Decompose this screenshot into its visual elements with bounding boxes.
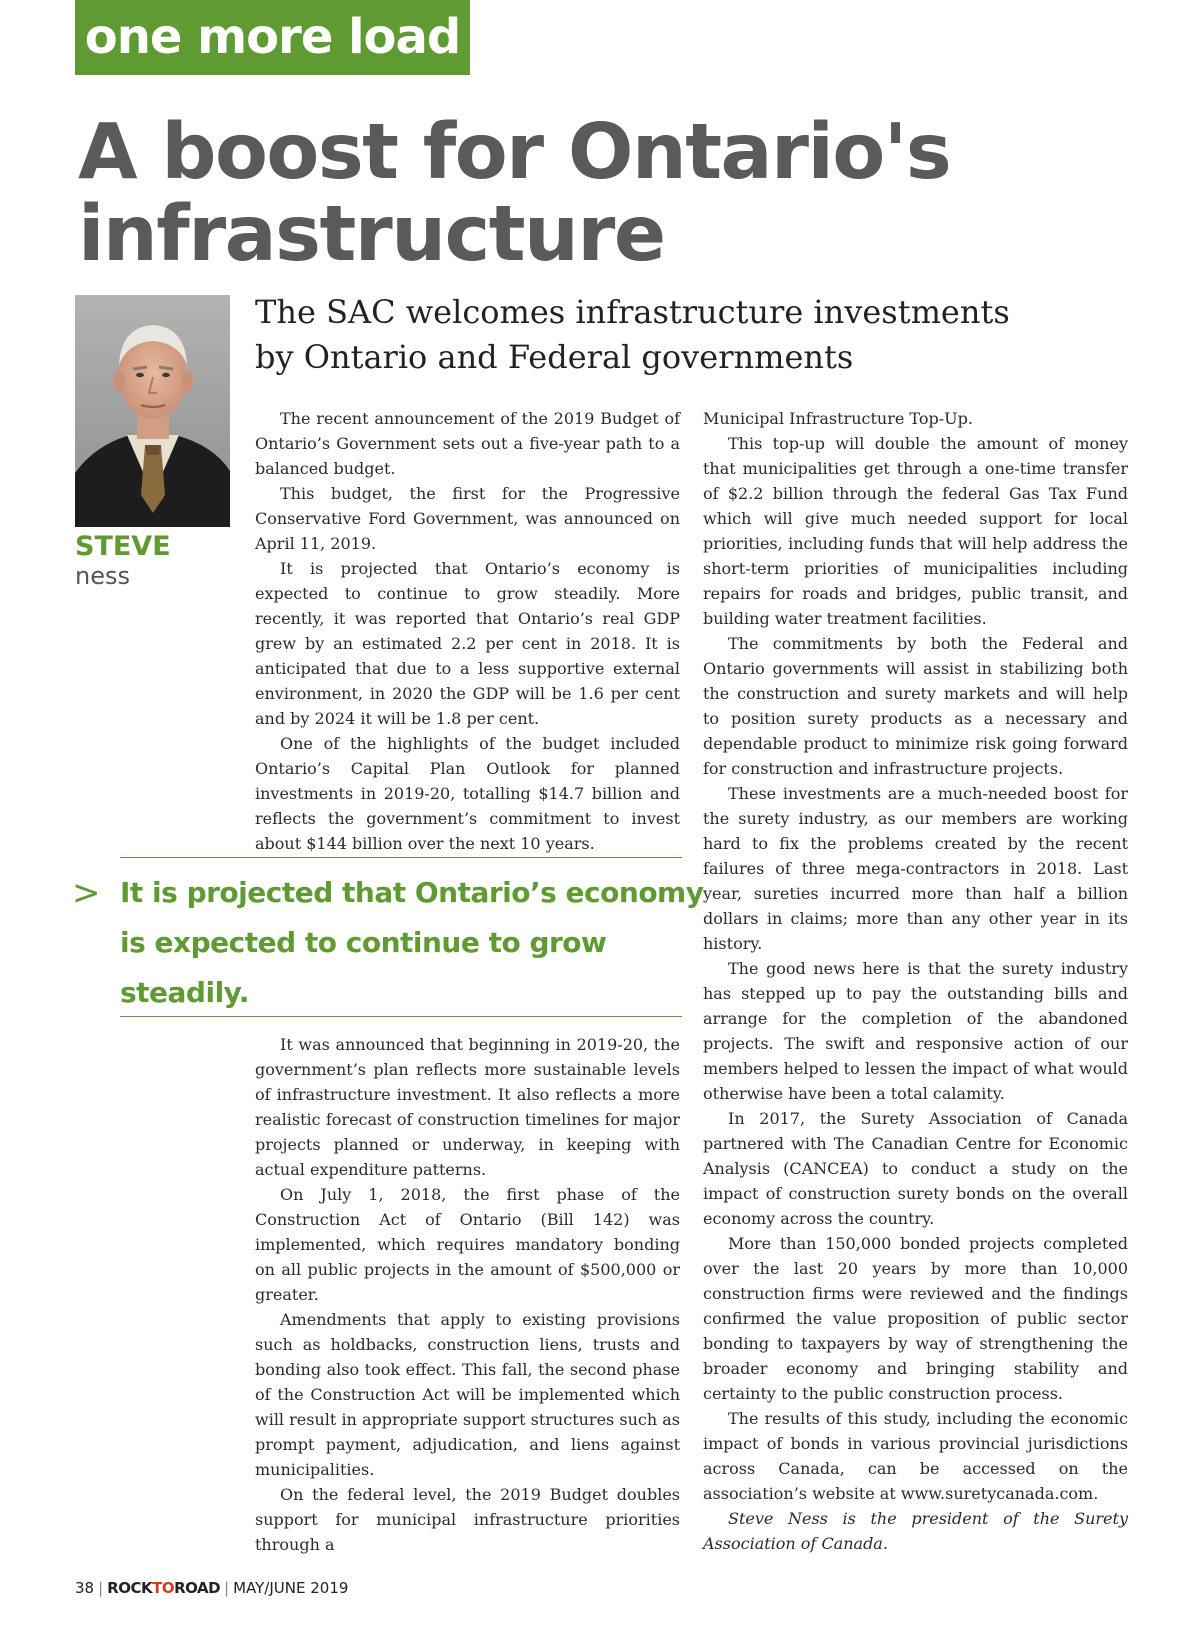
paragraph: The good news here is that the surety industry has stepped up to pay the outstanding bills and arrange for the completion of the abandoned projects. The swift and responsive action of our members helped to lessen the impact of what would otherwise have been a total calamity. xyxy=(703,959,1128,1103)
author-portrait-icon xyxy=(75,295,230,527)
author-first-name: STEVE xyxy=(75,531,171,562)
author-photo xyxy=(75,295,230,527)
subheading xyxy=(255,290,1075,380)
article-column-1-top xyxy=(255,406,680,856)
headline-line: infrastructure xyxy=(78,190,665,279)
footer-divider: | xyxy=(224,1579,230,1597)
paragraph: More than 150,000 bonded projects completed over the last 20 years by more than 10,000 construction firms were reviewed and the findings confirmed the value proposition of public sector bonding to taxpayers by way of strengthening the broader economy and bringing stability and certainty to the public construction process. xyxy=(703,1234,1128,1403)
paragraph: The commitments by both the Federal and Ontario governments will assist in stabilizing both the construction and surety markets and will help to position surety products as a necessary and dependable product to minimize risk going forward for construction and infrastructure projects. xyxy=(703,634,1128,778)
headline xyxy=(78,108,1158,279)
paragraph: On the federal level, the 2019 Budget doubles support for municipal infrastructure priorities through a xyxy=(255,1485,680,1554)
paragraph: This top-up will double the amount of money that municipalities get through a one-time transfer of $2.2 billion through the federal Gas Tax Fund which will give much needed support for local priorities, including funds that will help address the short-term priorities of municipalities including repairs for roads and bridges, public transit, and building water treatment facilities. xyxy=(703,434,1128,628)
brand-rock: ROCK xyxy=(107,1579,153,1597)
section-tag: one more load xyxy=(75,0,470,75)
author-bio: Steve Ness is the president of the Surety Association of Canada. xyxy=(703,1509,1128,1553)
pull-quote-text xyxy=(120,868,704,1018)
issue-date: MAY/JUNE 2019 xyxy=(233,1579,349,1597)
brand-road: ROAD xyxy=(174,1579,221,1597)
page-footer xyxy=(75,1578,348,1598)
paragraph: In 2017, the Surety Association of Canada partnered with The Canadian Centre for Economic Analysis (CANCEA) to conduct a study on the impact of construction surety bonds on the overall economy across the country. xyxy=(703,1109,1128,1228)
pull-quote-line: It is projected that Ontario’s economy xyxy=(120,876,704,909)
article-column-2 xyxy=(703,406,1128,1556)
headline-line: A boost for Ontario's xyxy=(78,108,951,197)
paragraph: The results of this study, including the economic impact of bonds in various provincial jurisdictions across Canada, can be accessed on the association’s website at www.suretycanada.com. xyxy=(703,1409,1128,1503)
paragraph: Municipal Infrastructure Top-Up. xyxy=(703,409,973,428)
pull-quote-line: is expected to continue to grow xyxy=(120,926,607,959)
author-last-name: ness xyxy=(75,562,130,590)
paragraph: One of the highlights of the budget included Ontario’s Capital Plan Outlook for planned investments in 2019-20, totalling $14.7 billion and reflects the government’s commitment to invest about $144 billion over the next 10 years. xyxy=(255,734,680,853)
paragraph: The recent announcement of the 2019 Budget of Ontario’s Government sets out a five-year path to a balanced budget. xyxy=(255,409,680,478)
pull-quote xyxy=(120,857,704,1017)
subheading-line: by Ontario and Federal governments xyxy=(255,338,854,376)
subheading-line: The SAC welcomes infrastructure investments xyxy=(255,293,1010,331)
paragraph: On July 1, 2018, the first phase of the Construction Act of Ontario (Bill 142) was implemented, which requires mandatory bonding on all public projects in the amount of $500,000 or greater. xyxy=(255,1185,680,1304)
paragraph: This budget, the first for the Progressive Conservative Ford Government, was announced on April 11, 2019. xyxy=(255,484,680,553)
paragraph: Amendments that apply to existing provisions such as holdbacks, construction liens, trusts and bonding also took effect. This fall, the second phase of the Construction Act will be implemented which will result in appropriate support structures such as prompt payment, adjudication, and liens against municipalities. xyxy=(255,1310,680,1479)
pull-quote-line: steadily. xyxy=(120,976,249,1009)
page-number: 38 xyxy=(75,1579,95,1597)
magazine-brand xyxy=(107,1579,220,1597)
footer-divider: | xyxy=(98,1579,104,1597)
paragraph: These investments are a much-needed boost for the surety industry, as our members are working hard to fix the problems created by the recent failures of three mega-contractors in 2018. Last year, sureties incurred more than half a billion dollars in claims; more than any other year in its history. xyxy=(703,784,1128,953)
brand-to: TO xyxy=(152,1579,175,1597)
paragraph: It is projected that Ontario’s economy is expected to continue to grow steadily. More recently, it was reported that Ontario’s real GDP grew by an estimated 2.2 per cent in 2018. It is anticipated that due to a less supportive external environment, in 2020 the GDP will be 1.6 per cent and by 2024 it will be 1.8 per cent. xyxy=(255,559,680,728)
pull-quote-marker-icon: > xyxy=(72,873,101,913)
paragraph: It was announced that beginning in 2019-20, the government’s plan reflects more sustainable levels of infrastructure investment. It also reflects a more realistic forecast of construction timelines for major projects planned or underway, in keeping with actual expenditure patterns. xyxy=(255,1035,680,1179)
article-column-1-bottom xyxy=(255,1032,680,1557)
